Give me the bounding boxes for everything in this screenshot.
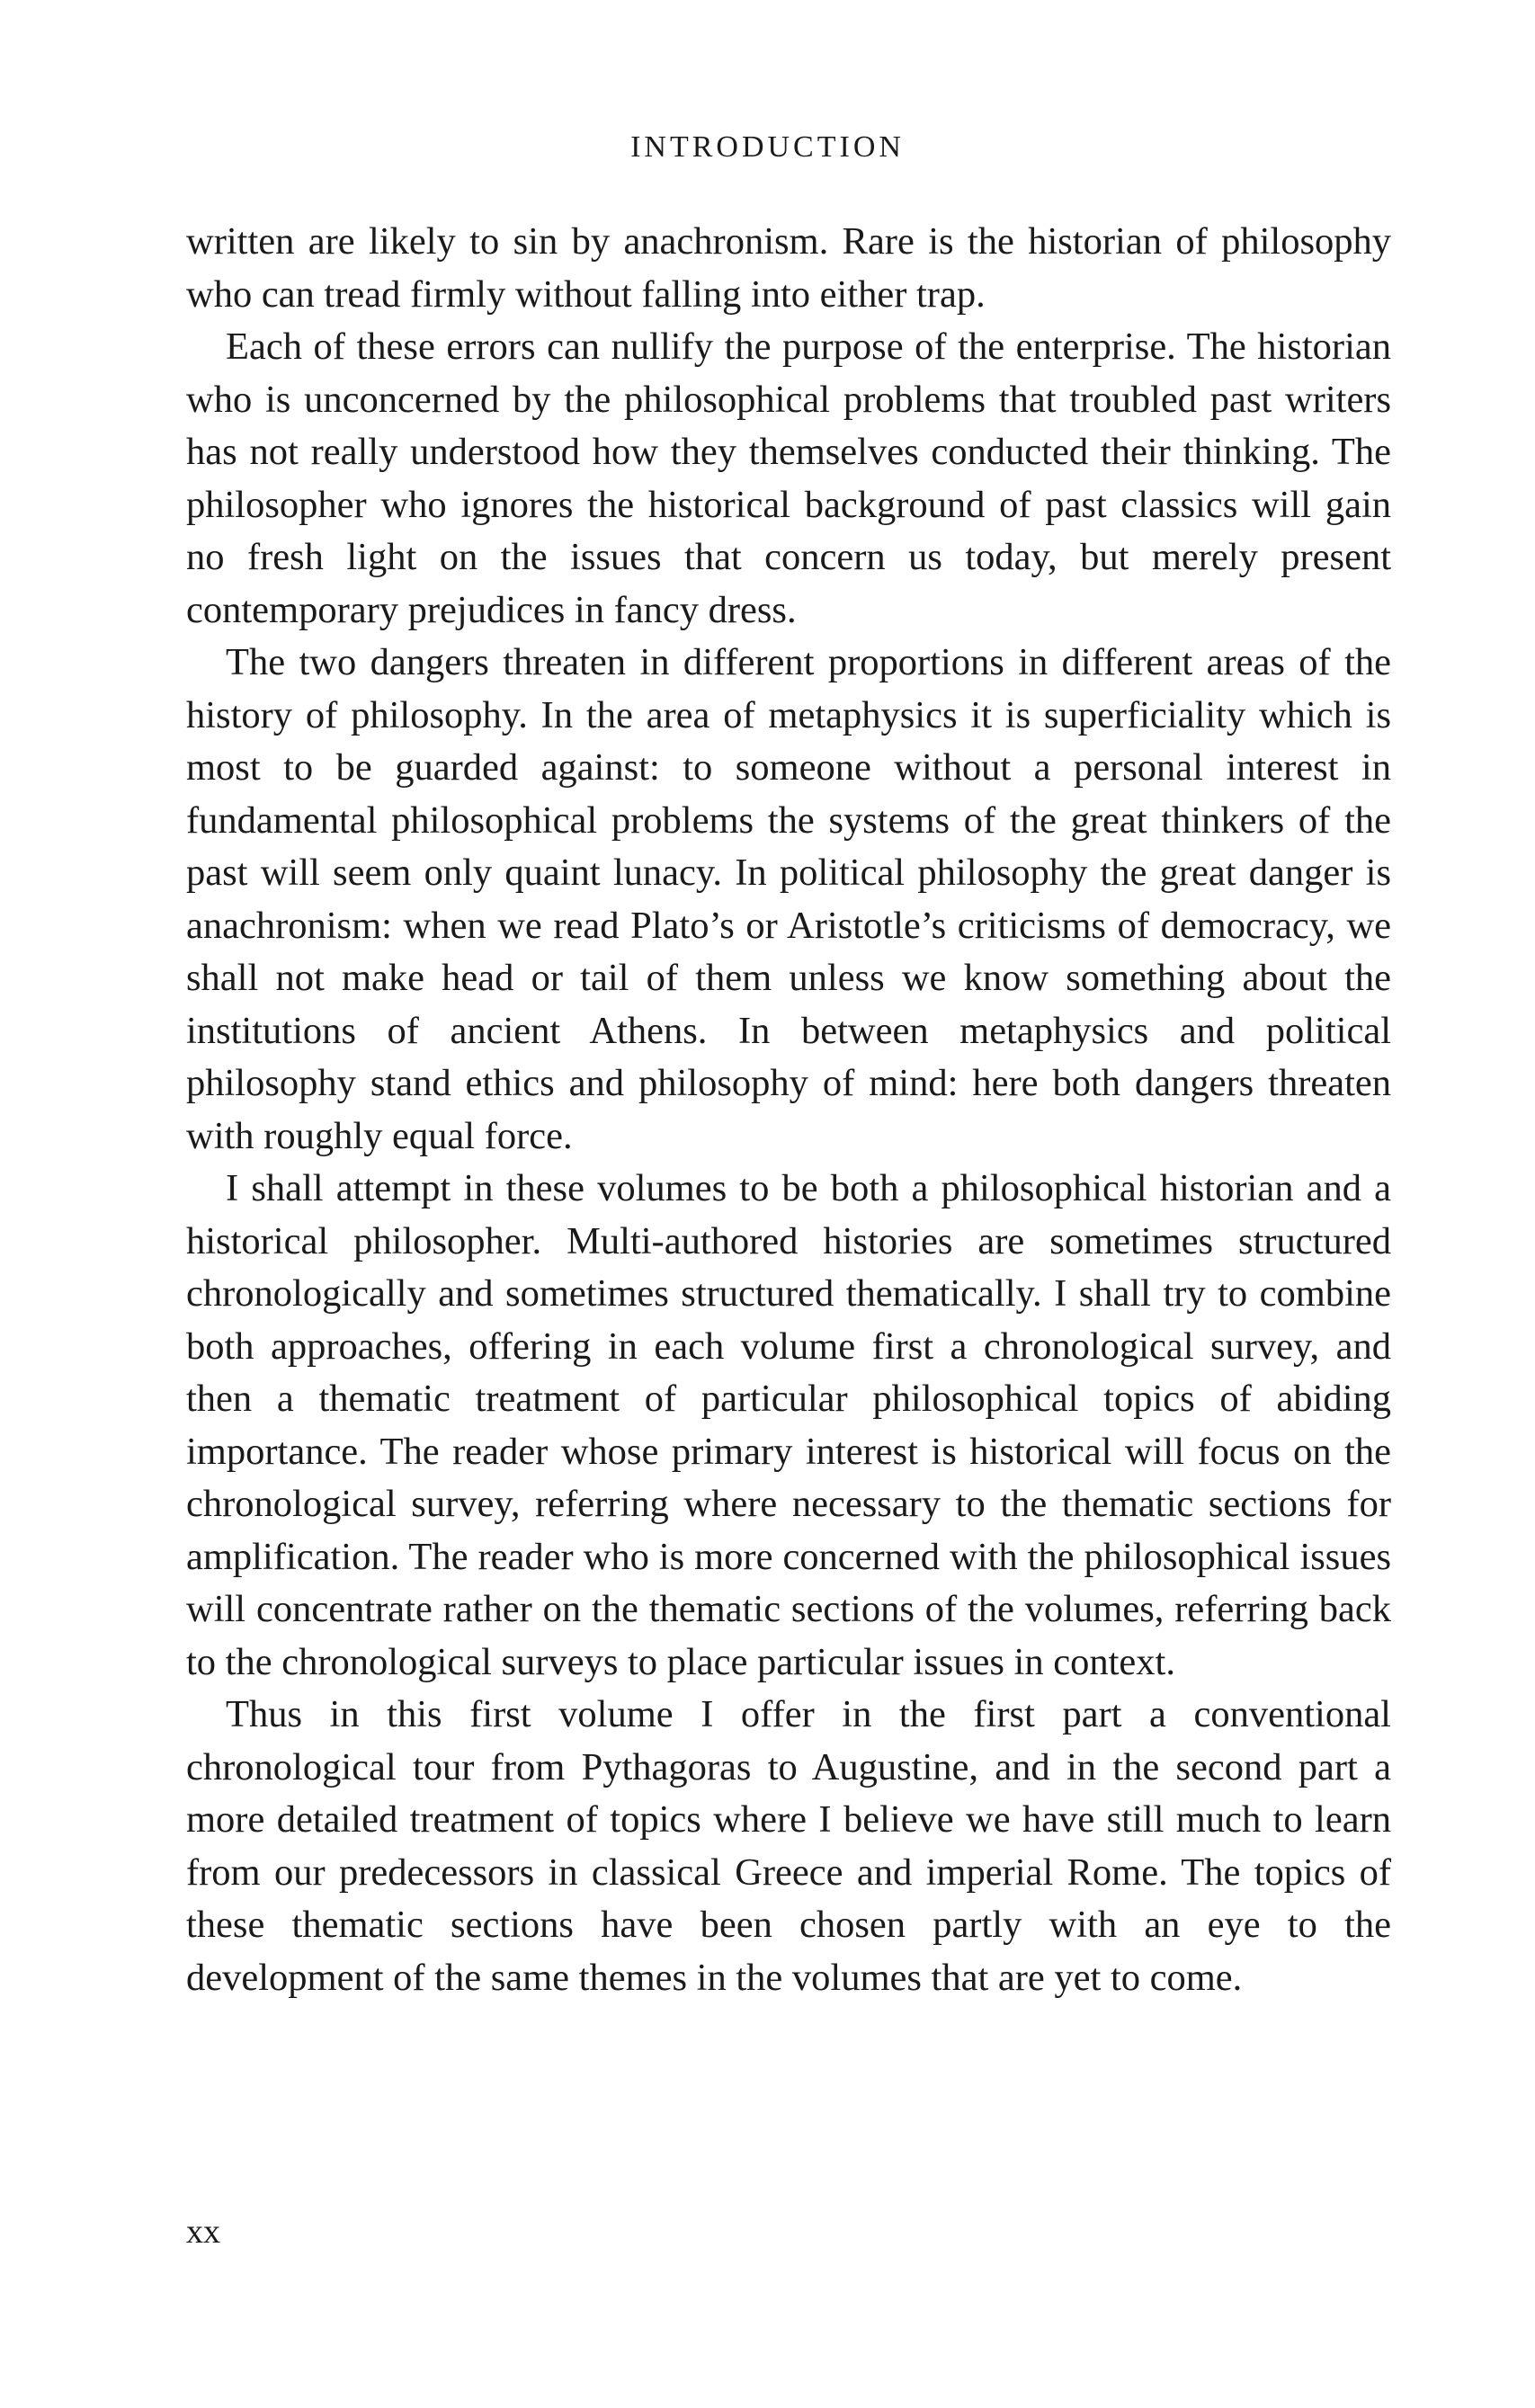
paragraph: Thus in this first volume I offer in the first part a conventional chronological tour from Pythagoras to Augustine, and in the second part a more detailed treatment of topics where I believe we have still much to learn from our predecessors in classical Greece and imperial Rome. The topics of these thematic sections have been chosen partly with an eye to the development of the same themes in the volumes that are yet to come.: [186, 1693, 1391, 1999]
paragraph: I shall attempt in these volumes to be both a philosophical historian and a historical philosopher. Multi-authored histories are sometimes structured chronologically and sometimes structured thematically. I shall try to combine both approaches, offering in each volume first a chronological survey, and then a thematic treatment of particular philosophical topics of abiding importance. The reader whose primary interest is historical will focus on the chronological survey, referring where necessary to the thematic sections for amplification. The reader who is more concerned with the philosophical issues will concentrate rather on the thematic sections of the volumes, referring back to the chronological surveys to place particular issues in context.: [186, 1167, 1391, 1683]
paragraph: The two dangers threaten in different proportions in different areas of the history of philosophy. In the area of metaphysics it is superficiality which is most to be guarded against: to someone without a personal interest in fundamental philosophical problems the systems of the great thinkers of the past will seem only quaint lunacy. In political philosophy the great danger is anachronism: when we read Plato’s or Aristotle’s criticisms of democracy, we shall not make head or tail of them unless we know something about the institutions of ancient Athens. In between metaphysics and political philosophy stand ethics and philosophy of mind: here both dangers threaten with roughly equal force.: [186, 641, 1391, 1157]
page-number: xx: [186, 2213, 220, 2251]
paragraph: written are likely to sin by anachronism. Rare is the historian of philosophy who can tread firmly without falling into either trap.: [186, 220, 1391, 316]
body-text: [186, 216, 1391, 2004]
paragraph: Each of these errors can nullify the purpose of the enterprise. The historian who is unconcerned by the philosophical problems that troubled past writers has not really understood how they themselves conducted their thinking. The philosopher who ignores the historical background of past classics will gain no fresh light on the issues that concern us today, but merely present contemporary prejudices in fancy dress.: [186, 326, 1391, 631]
running-head: INTRODUCTION: [630, 130, 905, 164]
